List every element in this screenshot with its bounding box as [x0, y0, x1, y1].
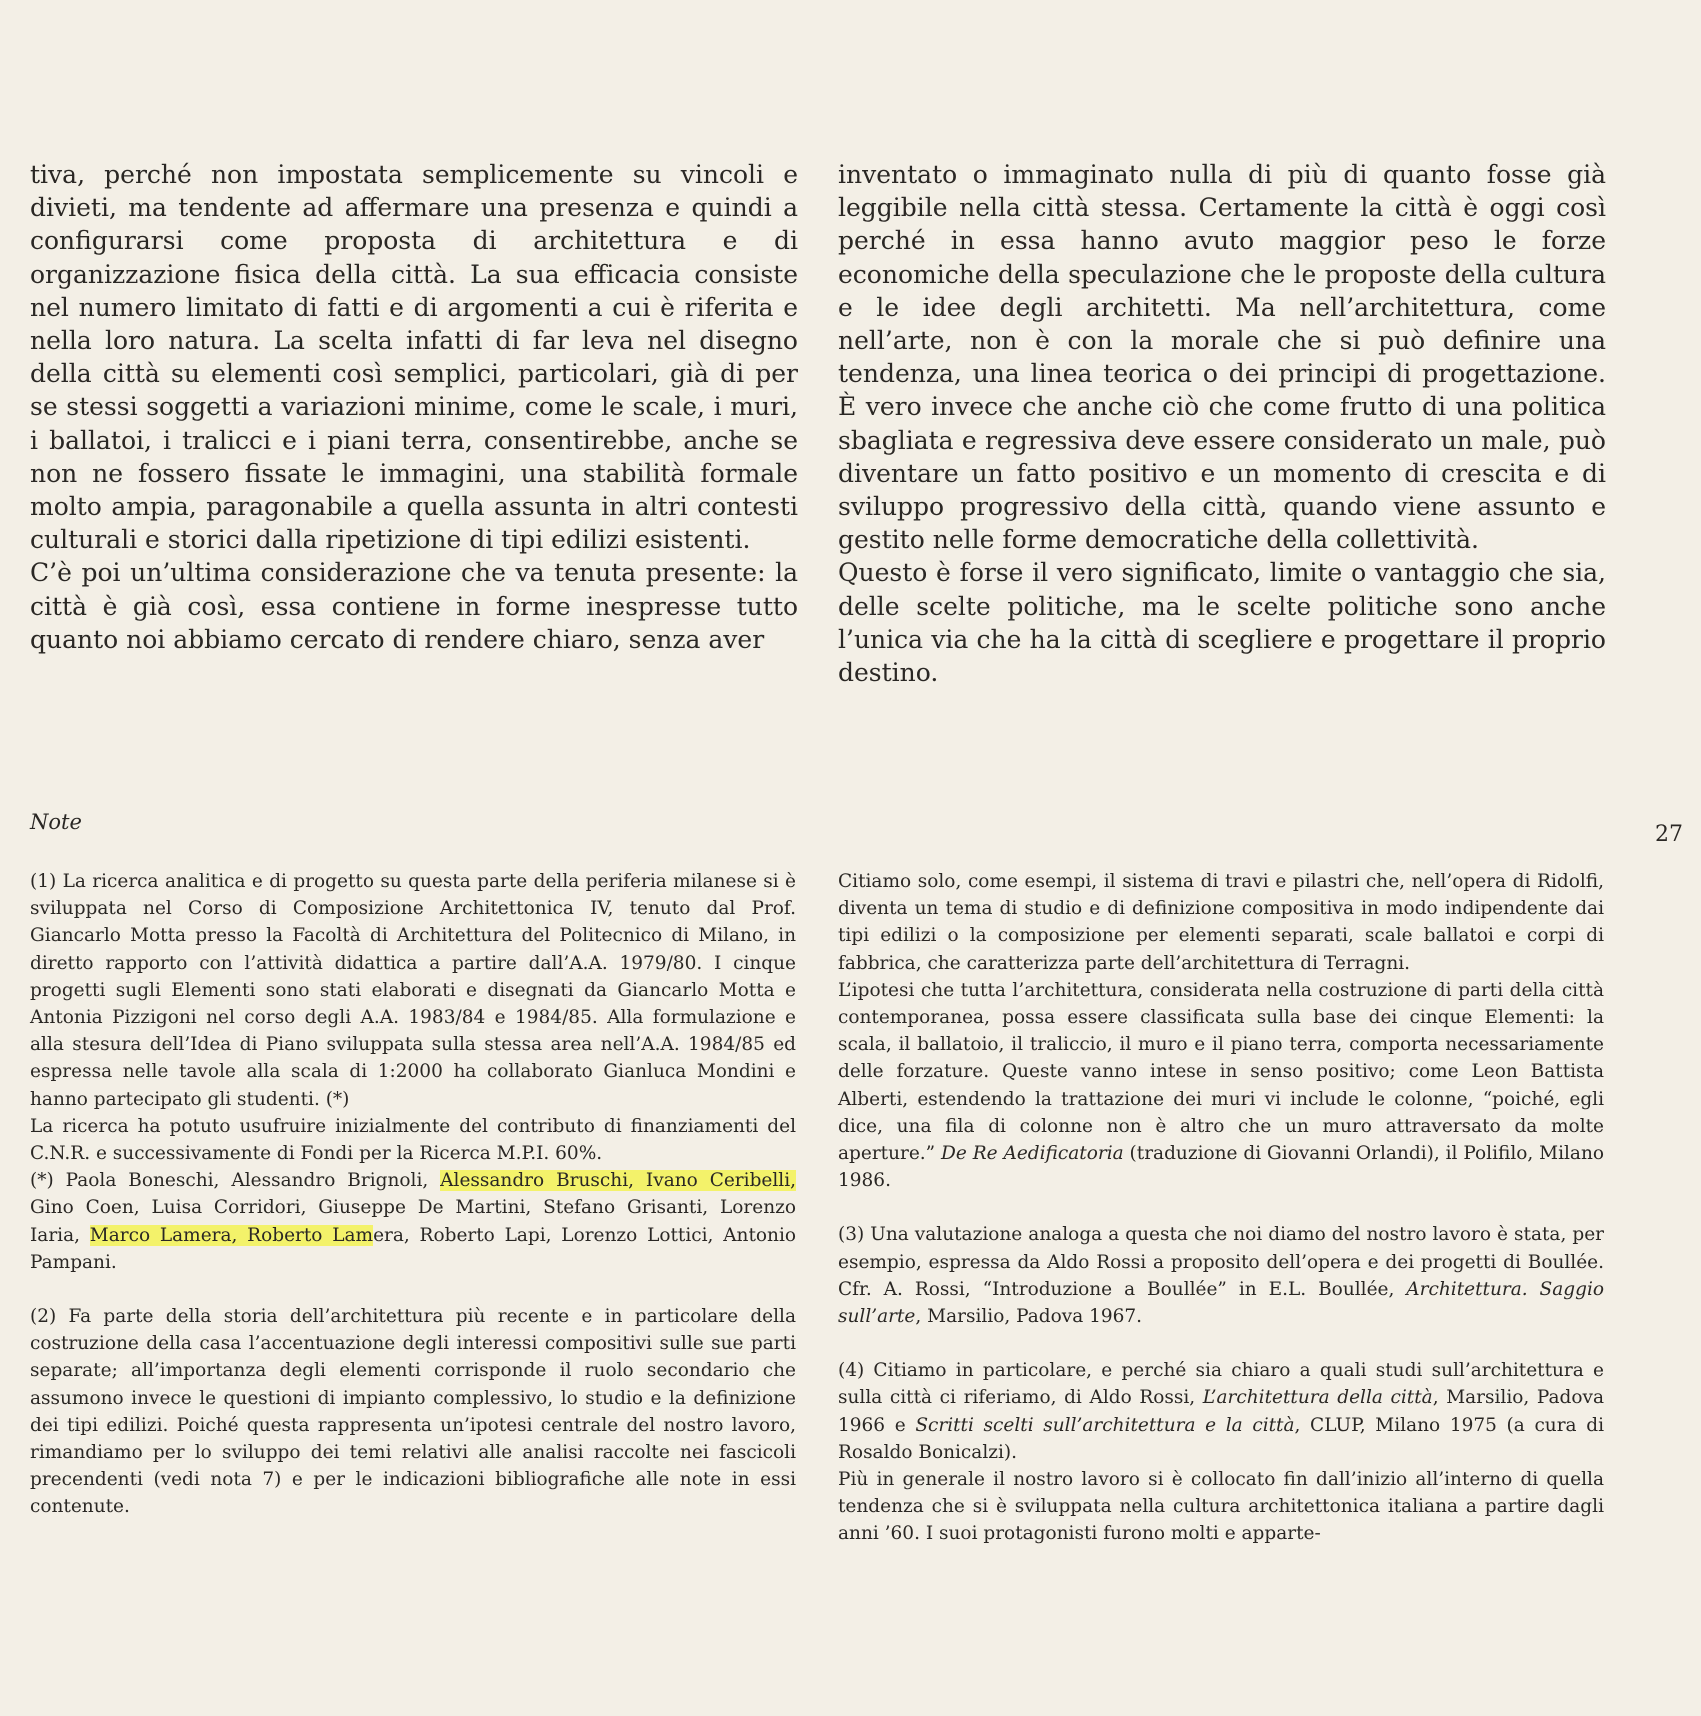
- note-text-run: L’ipotesi che tutta l’architettura, considerata nella costruzione di parti della città contemporanea, possa essere classificata sulla base dei cinque Elementi: la scala, il ballatoio, il traliccio, il muro e il piano terra, comporta necessariamente delle forzature. Queste vanno intese in senso positivo; come Leon Battista Alberti, estendendo la trattazione dei muri vi include le colonne, “poiché, egli dice, una fila di colonne non è altro che un muro attraversato da molte aperture.”: [838, 979, 1604, 1165]
- body-paragraph: tiva, perché non impostata semplicemente su vincoli e divieti, ma tendente ad affermare una presenza e quindi a configurarsi come proposta di architettura e di organizzazione fisica della città. La sua efficacia consiste nel numero limitato di fatti e di argomenti a cui è riferita e nella loro natura. La scelta infatti di far leva nel disegno della città su elementi così semplici, particolari, già di per se stessi soggetti a variazioni minime, come le scale, i muri, i ballatoi, i tralicci e i piani terra, consentirebbe, anche se non ne fossero fissate le immagini, una stabilità formale molto ampia, paragonabile a quella assunta in altri contesti culturali e storici dalla ripetizione di tipi edilizi esistenti.: [30, 160, 798, 555]
- note-3-paragraph: [838, 1221, 1604, 1330]
- highlighted-names: Alessandro Bruschi, Ivano Ceribelli,: [440, 1170, 796, 1192]
- students-list-end: era, Roberto Lapi, Lorenzo Lottici, Antonio Pampani.: [30, 1224, 797, 1273]
- note-2-paragraph: (2) Fa parte della storia dell’architettura più recente e in particolare della costruzione della casa l’accentuazione degli interessi compositivi sulle sue parti separate; all’importanza degli elementi corrisponde il ruolo secondario che assumono invece le questioni di impianto complessivo, lo studio e la definizione dei tipi edilizi. Poiché questa rappresenta un’ipotesi centrale del nostro lavoro, rimandiamo per lo sviluppo dei temi relativi alle analisi raccolte nei fascicoli precendenti (vedi nota 7) e per le indicazioni bibliografiche alle note in essi contenute.: [30, 1306, 796, 1518]
- highlighted-names: Marco Lamera, Roberto Lam: [89, 1224, 374, 1246]
- book-title: L’architettura della città: [1202, 1387, 1433, 1409]
- note-1-students: [30, 1167, 796, 1276]
- note-4-continuation: Più in generale il nostro lavoro si è collocato fin dall’inizio all’interno di quella tendenza che si è sviluppata nella cultura architettonica italiana a partire dagli anni ’60. I suoi protagonisti furono molti e apparte-: [838, 1469, 1604, 1545]
- note-text-run: (4) Citiamo in particolare, e perché sia chiaro a quali studi sull’architettura e sulla città ci riferiamo, di Aldo Rossi,: [838, 1360, 1604, 1409]
- note-text-run: , Marsilio, Padova 1967.: [915, 1306, 1143, 1328]
- notes-column-left: [30, 868, 796, 1521]
- note-2-continuation: Citiamo solo, come esempi, il sistema di travi e pilastri che, nell’opera di Ridolfi, diventa un tema di studio e di definizione compositiva in modo indipendente dai tipi edilizi o la composizione per elementi separati, scale ballatoi e corpi di fabbrica, che caratterizza parte dell’architettura di Terragni.: [838, 871, 1604, 974]
- note-2-alberti: [838, 977, 1604, 1195]
- book-title: De Re Aedificatoria: [941, 1143, 1124, 1165]
- body-column-left: [30, 158, 798, 656]
- notes-heading: Note: [30, 810, 82, 834]
- note-text-run: (3) Una valutazione analoga a questa che noi diamo del nostro lavoro è stata, per esempio, espressa da Aldo Rossi a proposito dell’opera e dei progetti di Boullée. Cfr. A. Rossi, “Introduzione a Boullée” in E.L. Boullée,: [838, 1224, 1604, 1300]
- students-list-middle: Gino Coen, Luisa Corridori, Giuseppe De Martini, Stefano Grisanti, Lorenzo Iaria,: [30, 1197, 796, 1246]
- body-paragraph: C’è poi un’ultima considerazione che va tenuta presente: la città è già così, essa contiene in forme inespresse tutto quanto noi abbiamo cercato di rendere chiaro, senza aver: [30, 558, 798, 654]
- note-separator: [838, 1330, 1604, 1357]
- page-number: 27: [1655, 822, 1683, 847]
- note-text-run: (traduzione di Giovanni Orlandi), il Polifilo, Milano 1986.: [838, 1143, 1605, 1192]
- note-1-paragraph: (1) La ricerca analitica e di progetto su questa parte della periferia milanese si è sviluppata nel Corso di Composizione Architettonica IV, tenuto dal Prof. Giancarlo Motta presso la Facoltà di Architettura del Politecnico di Milano, in diretto rapporto con l’attività didattica a partire dall’A.A. 1979/80. I cinque progetti sugli Elementi sono stati elaborati e disegnati da Giancarlo Motta e Antonia Pizzigoni nel corso degli A.A. 1983/84 e 1984/85. Alla formulazione e alla stesura dell’Idea di Piano sviluppata sulla stessa area nell’A.A. 1984/85 ed espressa nelle tavole alla scala di 1:2000 ha collaborato Gianluca Mondini e hanno partecipato gli studenti. (*): [30, 871, 796, 1110]
- note-separator: [838, 1194, 1604, 1221]
- note-1-funding: La ricerca ha potuto usufruire inizialmente del contributo di finanziamenti del C.N.R. e successivamente di Fondi per la Ricerca M.P.I. 60%.: [30, 1115, 796, 1165]
- note-text-run: , Marsilio, Padova 1966 e: [838, 1387, 1604, 1436]
- note-4-paragraph: [838, 1357, 1604, 1466]
- book-title: Scritti scelti sull’architettura e la città: [915, 1414, 1295, 1436]
- note-separator: [30, 1276, 796, 1303]
- body-column-right: [838, 158, 1606, 689]
- book-title: Architettura. Saggio sull’arte: [838, 1278, 1604, 1328]
- students-list-start: (*) Paola Boneschi, Alessandro Brignoli,: [30, 1170, 441, 1192]
- body-paragraph: Questo è forse il vero significato, limite o vantaggio che sia, delle scelte politiche, ma le scelte politiche sono anche l’unica via che ha la città di scegliere e progettare il proprio destino.: [838, 558, 1606, 688]
- body-paragraph: inventato o immaginato nulla di più di quanto fosse già leggibile nella città stessa. Certamente la città è oggi così perché in essa hanno avuto maggior peso le forze economiche della speculazione che le proposte della cultura e le idee degli architetti. Ma nell’architettura, come nell’arte, non è con la morale che si può definire una tendenza, una linea teorica o dei principi di progettazione. È vero invece che anche ciò che come frutto di una politica sbagliata e regressiva deve essere considerato un male, può diventare un fatto positivo e un momento di crescita e di sviluppo progressivo della città, quando viene assunto e gestito nelle forme democratiche della collettività.: [838, 160, 1606, 555]
- notes-column-right: [838, 868, 1604, 1548]
- note-text-run: , CLUP, Milano 1975 (a cura di Rosaldo Bonicalzi).: [838, 1414, 1604, 1463]
